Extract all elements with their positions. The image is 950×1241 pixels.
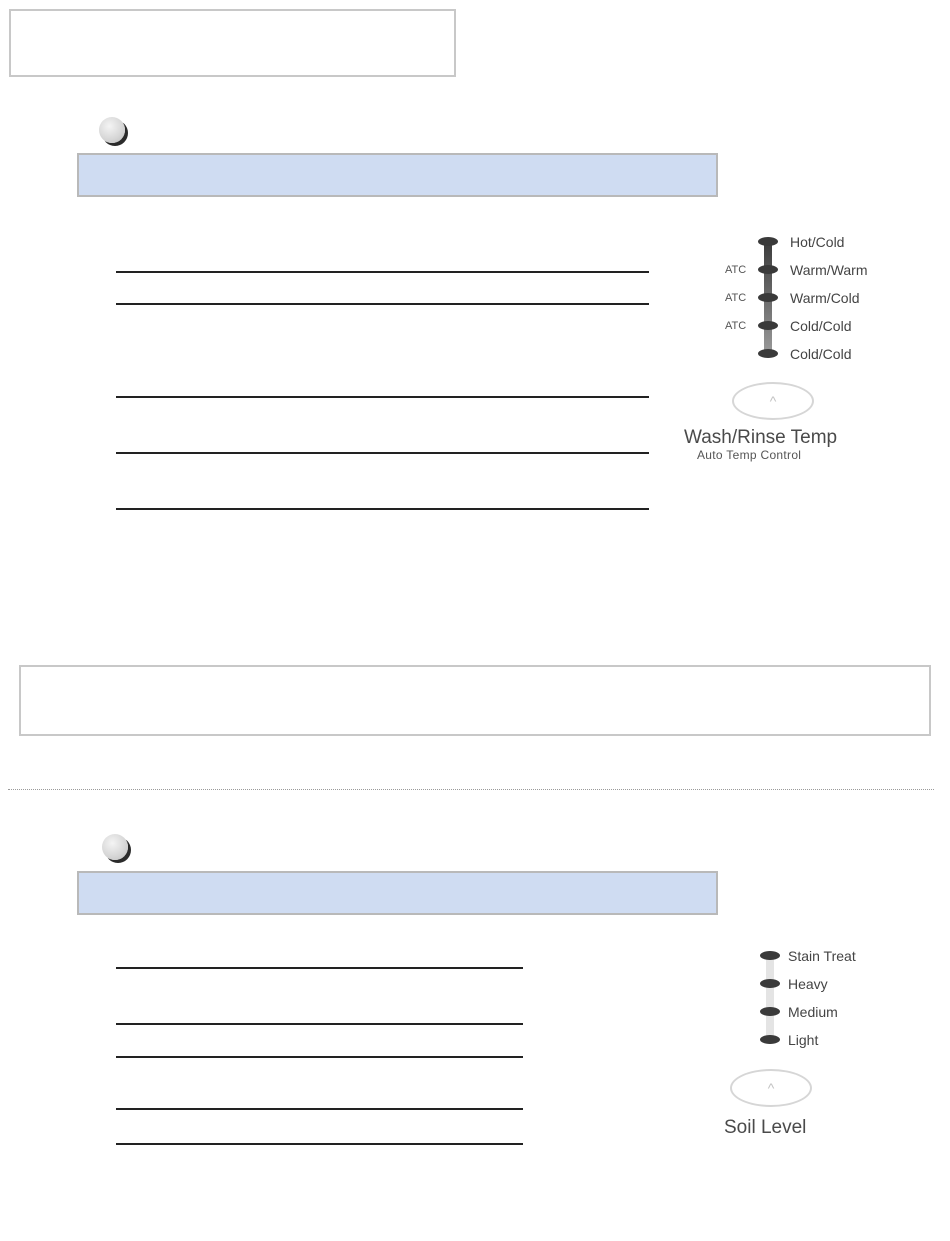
temp-label-hot-cold: Hot/Cold [790,234,845,250]
soil-dot-heavy[interactable] [760,979,780,988]
temp-dot-cold-cold[interactable] [758,349,778,358]
wash-rinse-temp-control [680,230,910,470]
temp-label-cold-cold: Cold/Cold [790,346,852,362]
temp-label-warm-warm: Warm/Warm [790,262,868,278]
temp-label-cold-cold-atc: Cold/Cold [790,318,852,334]
soil-dot-medium[interactable] [760,1007,780,1016]
section-2-bullet [102,834,128,860]
wash-rinse-temp-button[interactable] [732,382,814,420]
soil-track [766,954,774,1040]
soil-label-heavy: Heavy [788,976,828,992]
arrow-up-icon: ^ [767,1080,775,1096]
soil-level-button[interactable] [730,1069,812,1107]
soil-dot-stain-treat[interactable] [760,951,780,960]
soil-label-medium: Medium [788,1004,838,1020]
top-empty-box [9,9,456,77]
temp-dot-cold-cold-atc[interactable] [758,321,778,330]
section-2-rule-1 [116,967,523,969]
section-1-rule-5 [116,508,649,510]
soil-dot-light[interactable] [760,1035,780,1044]
temp-dot-warm-cold[interactable] [758,293,778,302]
atc-label-warm-cold: ATC [725,292,747,304]
section-1-rule-4 [116,452,649,454]
soil-level-title: Soil Level [724,1117,807,1138]
middle-empty-box [19,665,931,736]
section-2-rule-5 [116,1143,523,1145]
section-2-rule-2 [116,1023,523,1025]
temp-dot-warm-warm[interactable] [758,265,778,274]
section-1-rule-3 [116,396,649,398]
soil-label-light: Light [788,1032,819,1048]
section-1-header-bar [77,153,718,197]
section-separator [8,789,934,790]
arrow-up-icon: ^ [769,393,777,409]
auto-temp-control-subtitle: Auto Temp Control [697,448,802,462]
section-1-rule-1 [116,271,649,273]
section-2-header-bar [77,871,718,915]
section-1-rule-2 [116,303,649,305]
soil-level-control [700,942,920,1142]
wash-rinse-temp-title: Wash/Rinse Temp [684,427,838,448]
atc-label-warm-warm: ATC [725,264,747,276]
section-2-rule-3 [116,1056,523,1058]
section-2-rule-4 [116,1108,523,1110]
soil-label-stain-treat: Stain Treat [788,948,856,964]
section-1-bullet [99,117,125,143]
temp-label-warm-cold: Warm/Cold [790,290,860,306]
atc-label-cold-cold: ATC [725,320,747,332]
temp-dot-hot-cold[interactable] [758,237,778,246]
